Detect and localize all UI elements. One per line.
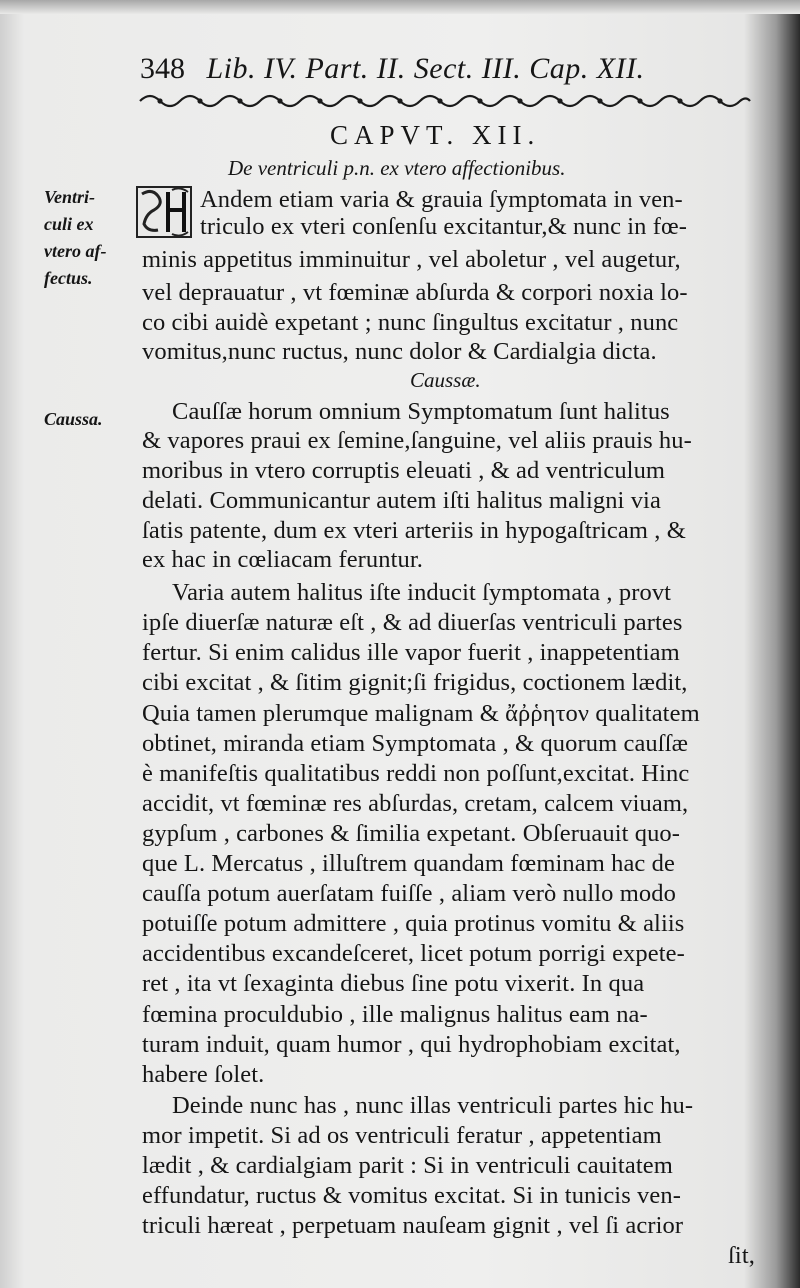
text-line: accidit, vt fœminæ res abſurdas, cretam, calcem viuam,: [142, 790, 689, 817]
text-line: gypſum , carbones & ſimilia expetant. Obſeruauit quo-: [142, 820, 681, 847]
text-line: triculo ex vteri conſenſu excitantur,& nunc in fœ-: [200, 213, 688, 240]
page-number: 348: [140, 52, 185, 85]
text-line: Varia autem halitus iſte inducit ſymptomata , provt: [172, 579, 672, 606]
text-line: habere ſolet.: [142, 1061, 265, 1088]
text-line: obtinet, miranda etiam Symptomata , & quorum cauſſæ: [142, 730, 689, 757]
ornament-border: [138, 90, 752, 112]
section-heading: Caussæ.: [410, 368, 481, 392]
text-line: triculi hæreat , perpetuam nauſeam gignit , vel ſi acrior: [142, 1212, 684, 1239]
text-line: Cauſſæ horum omnium Symptomatum ſunt halitus: [172, 398, 670, 425]
text-line: vomitus,nunc ructus, nunc dolor & Cardialgia dicta.: [142, 338, 657, 365]
text-line: è manifeſtis qualitatibus reddi non poſſunt,excitat. Hinc: [142, 760, 690, 787]
text-line: delati. Communicantur autem iſti halitus maligni via: [142, 487, 661, 514]
text-line: vel deprauatur , vt fœminæ abſurda & corpori noxia lo-: [142, 279, 688, 306]
margin-note-topic: [44, 184, 106, 292]
text-line: potuiſſe potum admittere , quia protinus vomitu & aliis: [142, 910, 685, 937]
decorated-initial: [136, 186, 192, 238]
text-line: effundatur, ructus & vomitus excitat. Si in tunicis ven-: [142, 1182, 681, 1209]
text-line: fertur. Si enim calidus ille vapor fuerit , inappetentiam: [142, 639, 680, 666]
text-line: mor impetit. Si ad os ventriculi feratur , appetentiam: [142, 1122, 662, 1149]
text-line: moribus in vtero corruptis eleuati , & ad ventriculum: [142, 457, 666, 484]
text-line: minis appetitus imminuitur , vel aboletur , vel augetur,: [142, 246, 681, 273]
text-line: Quia tamen plerumque malignam & ἄῤῥητον qualitatem: [142, 700, 700, 727]
text-line: lædit , & cardialgiam parit : Si in ventriculi cauitatem: [142, 1152, 673, 1179]
text-line: ex hac in cœliacam feruntur.: [142, 546, 424, 573]
text-line: ſit,: [728, 1242, 755, 1269]
margin-note-cause: Caussa.: [44, 409, 103, 429]
margin-note-line: Ventri-: [44, 187, 96, 207]
text-line: ſatis patente, dum ex vteri arteriis in hypogaſtricam , &: [142, 517, 686, 544]
text-line: fœmina proculdubio , ille malignus halitus eam na-: [142, 1001, 648, 1028]
running-title: Lib. IV. Part. II. Sect. III. Cap. XII.: [206, 52, 645, 85]
text-line: ipſe diuerſæ naturæ eſt , & ad diuerſas ventriculi partes: [142, 609, 683, 636]
chapter-subtitle: De ventriculi p.n. ex vtero affectionibus.: [228, 156, 566, 180]
text-line: Deinde nunc has , nunc illas ventriculi partes hic hu-: [172, 1092, 694, 1119]
text-line: cibi excitat , & ſitim gignit;ſi frigidus, coctionem lædit,: [142, 669, 688, 696]
text-line: turam induit, quam humor , qui hydrophobiam excitat,: [142, 1031, 681, 1058]
page-top-edge: [0, 0, 800, 14]
text-line: cauſſa potum auerſatam fuiſſe , aliam verò nullo modo: [142, 880, 676, 907]
text-line: que L. Mercatus , illuſtrem quandam fœminam hac de: [142, 850, 675, 877]
margin-note-line: fectus.: [44, 268, 93, 288]
text-line: co cibi auidè expetant ; nunc ſingultus excitatur , nunc: [142, 309, 679, 336]
text-line: Andem etiam varia & grauia ſymptomata in ven-: [200, 186, 683, 213]
text-line: accidentibus excandeſceret, licet potum porrigi expete-: [142, 940, 685, 967]
running-head: [140, 52, 645, 86]
margin-note-line: vtero af-: [44, 241, 107, 261]
text-line: ret , ita vt ſexaginta diebus ſine potu vixerit. In qua: [142, 970, 645, 997]
text-line: & vapores praui ex ſemine,ſanguine, vel aliis prauis hu-: [142, 427, 692, 454]
chapter-heading: CAPVT. XII.: [330, 120, 541, 150]
margin-note-line: culi ex: [44, 214, 94, 234]
